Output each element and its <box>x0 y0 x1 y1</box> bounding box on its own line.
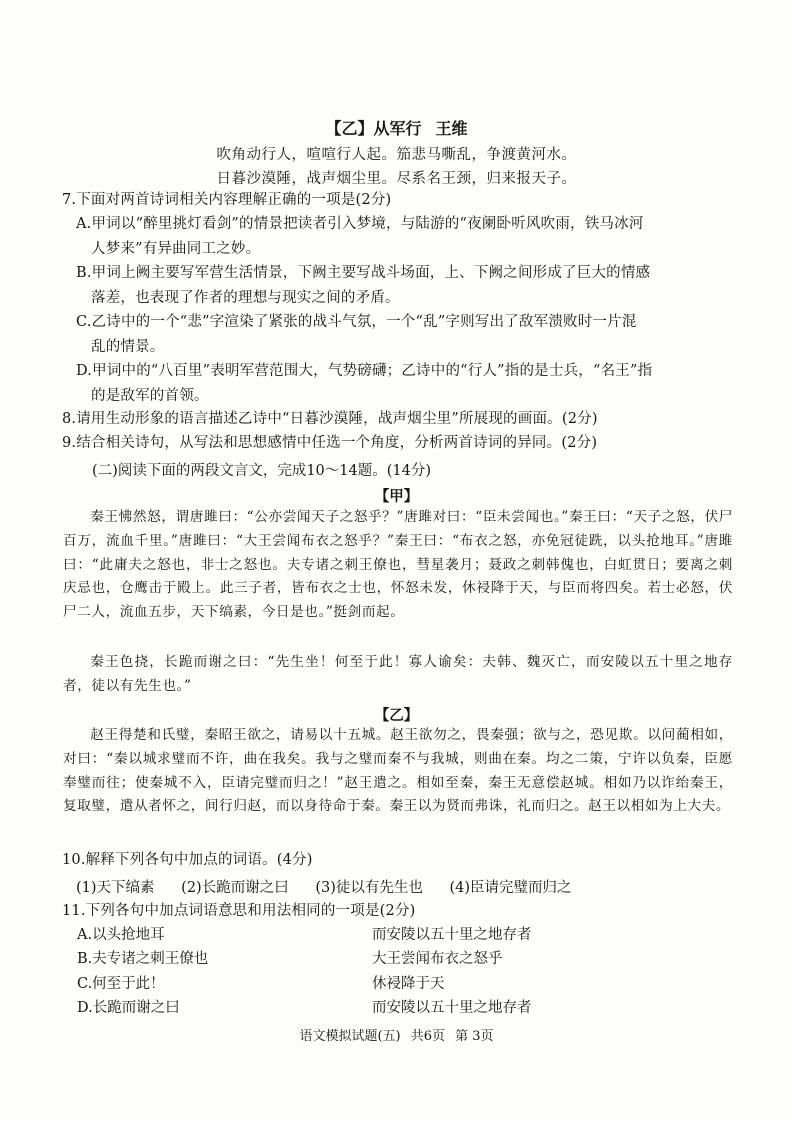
question-8: 8.请用生动形象的语言描述乙诗中“日暮沙漠陲，战声烟尘里”所展现的画面。(2分) <box>62 411 598 427</box>
question-7-option-d <box>76 359 726 408</box>
question-11-option-a-right: 而安陵以五十里之地存者 <box>372 927 532 943</box>
question-11-option-b-right: 大王尝闻布衣之怒乎 <box>372 951 503 967</box>
footer-total-pages: 共6页 <box>410 1029 446 1044</box>
question-10-stem: 10.解释下列各句中加点的词语。(4分) <box>62 852 313 868</box>
question-9: 9.结合相关诗句，从写法和思想感情中任选一个角度，分析两首诗词的异同。(2分) <box>62 435 598 451</box>
question-11-option-c-right: 休祲降于天 <box>372 976 445 992</box>
question-10-item: (3)徒以有先生也 <box>315 880 423 896</box>
question-7-stem: 7.下面对两首诗词相关内容理解正确的一项是(2分) <box>62 192 392 208</box>
poem-author: 王维 <box>435 119 468 138</box>
question-7-option-c <box>76 310 726 359</box>
passage-yi-paragraph-1: 赵王得楚和氏璧，秦昭王欲之，请易以十五城。赵王欲勿之，畏秦强；欲与之，恐见欺。以问蔺相如，对曰：“秦以城求璧而不许，曲在我矣。我与之璧而秦不与我城，则曲在秦。均之二策，宁许以负秦，臣愿奉璧而往；使秦城不入，臣请完璧而归之！”赵王遣之。相如至秦，秦王无意偿赵城。相如乃以诈绐秦王，复取璧，遣从者怀之，间行归赵，而以身待命于秦。秦王以为贤而弗诛，礼而归之。赵王以相如为上大夫。 <box>63 727 733 815</box>
option-b-line-1: B.甲词上阙主要写军营生活情景，下阙主要写战斗场面，上、下阙之间形成了巨大的情感 <box>76 265 651 281</box>
question-11-option-d-left: D.长跪而谢之曰 <box>77 1000 180 1016</box>
option-c-line-2: 乱的情景。 <box>91 338 165 355</box>
poem-title <box>0 116 793 139</box>
question-11-option-b-left: B.夫专诸之刺王僚也 <box>77 951 209 967</box>
question-7-option-b <box>76 261 726 310</box>
poem-line-1: 吹角动行人，喧喧行人起。笳悲马嘶乱，争渡黄河水。 <box>216 147 577 163</box>
question-10-item: (2)长跪而谢之曰 <box>181 880 289 896</box>
option-a-line-1: A.甲词以“醉里挑灯看剑”的情景把读者引入梦境，与陆游的“夜阑卧听风吹雨，铁马冰河 <box>76 216 644 232</box>
passage-jia-paragraph-1: 秦王怫然怒，谓唐雎曰：“公亦尝闻天子之怒乎？”唐雎对曰：“臣未尝闻也。”秦王曰：“天子之怒，伏尸百万，流血千里。”唐雎曰：“大王尝闻布衣之怒乎？”秦王曰：“布衣之怒，亦免冠徒跣，以头抢地耳。”唐雎曰：“此庸夫之怒也，非士之怒也。夫专诸之刺王僚也，彗星袭月；聂政之刺韩傀也，白虹贯日；要离之刺庆忌也，仓鹰击于殿上。此三子者，皆布衣之士也，怀怒未发，休祲降于天，与臣而将四矣。若士必怒，伏尸二人，流血五步，天下缟素，今日是也。”挺剑而起。 <box>63 509 733 621</box>
poem-line-2: 日暮沙漠陲，战声烟尘里。尽系名王颈，归来报天子。 <box>216 171 577 187</box>
option-d-line-1: D.甲词中的“八百里”表明军营范围大，气势磅礴；乙诗中的“行人”指的是士兵，“名王”指 <box>76 363 653 379</box>
option-c-line-1: C.乙诗中的一个“悲”字渲染了紧张的战斗气氛，一个“乱”字则写出了敌军溃败时一片混 <box>76 314 637 330</box>
option-b-line-2: 落差，也表现了作者的理想与现实之间的矛盾。 <box>91 289 400 306</box>
question-11-option-c-left: C.何至于此！ <box>77 976 165 992</box>
option-d-line-2: 的是敌军的首领。 <box>91 387 209 404</box>
question-11-option-d-right: 而安陵以五十里之地存者 <box>372 1000 532 1016</box>
section-2-heading: (二)阅读下面的两段文言文，完成10～14题。(14分) <box>92 463 431 479</box>
question-11-stem: 11.下列各句中加点词语意思和用法相同的一项是(2分) <box>62 903 416 919</box>
question-10-item: (4)臣请完璧而归之 <box>449 880 572 896</box>
question-11-option-a-left: A.以头抢地耳 <box>77 927 165 943</box>
question-10-items <box>76 876 594 897</box>
footer-page-number: 第 3页 <box>455 1029 494 1044</box>
option-a-line-2: 人梦来”有异曲同工之妙。 <box>91 240 261 257</box>
question-7-option-a <box>76 212 726 261</box>
passage-yi-heading: 【乙】 <box>374 708 419 724</box>
passage-jia-paragraph-2: 秦王色挠，长跪而谢之曰：“先生坐！何至于此！寡人谕矣：夫韩、魏灭亡，而安陵以五十里之地存者，徒以有先生也。” <box>63 654 733 694</box>
poem-title-text: 【乙】从军行 <box>325 119 422 138</box>
passage-jia-heading: 【甲】 <box>374 489 419 505</box>
footer-subject: 语文模拟试题(五) <box>299 1029 401 1044</box>
question-10-item: (1)天下缟素 <box>76 880 155 896</box>
page-footer <box>0 1025 793 1044</box>
